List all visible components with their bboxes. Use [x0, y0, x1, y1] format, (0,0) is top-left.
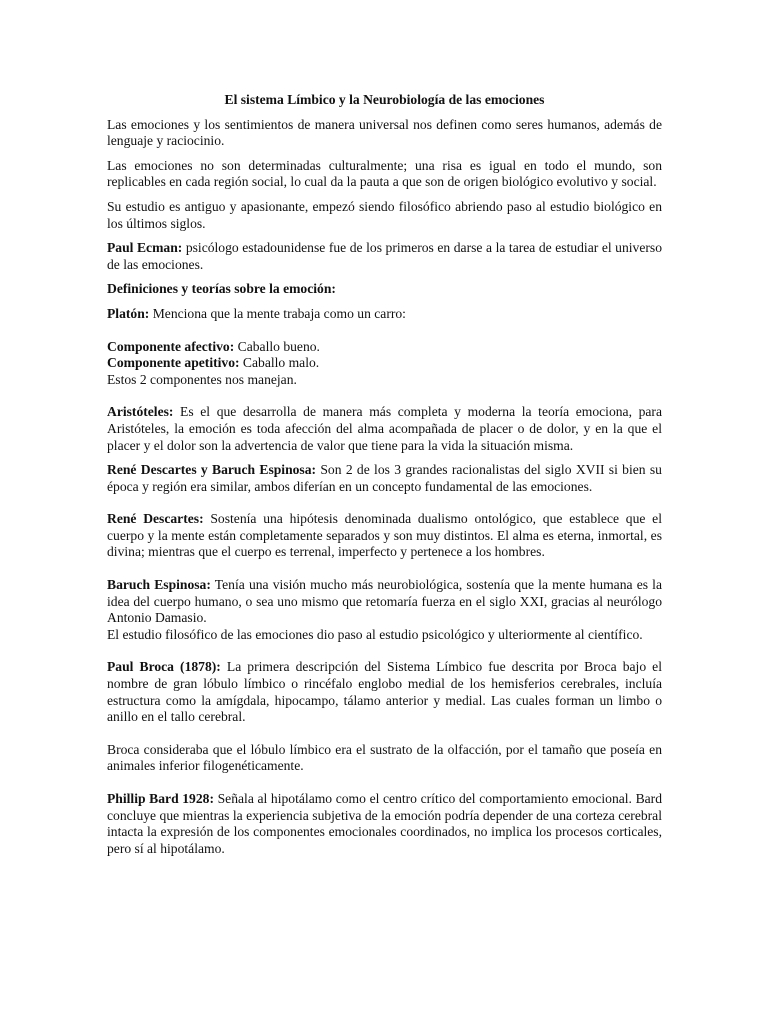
- paragraph-bard: [107, 791, 662, 857]
- text-platon: Menciona que la mente trabaja como un carro:: [149, 305, 406, 321]
- text-broca: La primera descripción del Sistema Límbico fue descrita por Broca bajo el nombre de gran lóbulo límbico o rincéfalo englobo medial de los hemisferios cerebrales, incluía estructura como la amígdala, hipocampo, tálamo anterior y medial. Las cuales forman un limbo o anillo en el tallo cerebral.: [107, 659, 662, 725]
- text-afectivo: Caballo bueno.: [234, 338, 320, 354]
- label-platon: Platón:: [107, 305, 150, 321]
- text-bard: Señala al hipotálamo como el centro crítico del comportamiento emocional. Bard concluye que mientras la experiencia subjetiva de la emoción podría depender de una corteza cerebral intacta la expresión de los componentes emocionales coordinados, no implica los procesos corticales, pero sí al hipotálamo.: [107, 791, 663, 856]
- paragraph-broca: [107, 659, 662, 725]
- label-espinosa: Baruch Espinosa:: [107, 577, 211, 593]
- paragraph-intro: Las emociones y los sentimientos de manera universal nos definen como seres humanos, además de lenguaje y raciocinio.: [107, 116, 662, 149]
- paragraph-study: Su estudio es antiguo y apasionante, empezó siendo filosófico abriendo paso al estudio biológico en los últimos siglos.: [107, 198, 662, 231]
- text-espinosa: Tenía una visión mucho más neurobiológica, sostenía que la mente humana es la idea del cuerpo humano, o sea uno mismo que retomaría fuerza en el siglo XXI, gracias al neurólogo Antonio Damasio.: [107, 577, 662, 626]
- paragraph-espinosa: [107, 577, 662, 627]
- label-afectivo: Componente afectivo:: [107, 338, 235, 354]
- paragraph-ecman: [107, 240, 662, 273]
- line-componentes: Estos 2 componentes nos manejan.: [107, 371, 297, 387]
- line-apetitivo: [107, 355, 662, 372]
- label-descartes-espinosa: René Descartes y Baruch Espinosa:: [107, 462, 317, 478]
- heading-definiciones: Definiciones y teorías sobre la emoción:: [107, 281, 336, 297]
- label-aristoteles: Aristóteles:: [107, 404, 174, 420]
- paragraph-descartes: [107, 511, 662, 561]
- label-descartes: René Descartes:: [107, 511, 204, 527]
- label-broca: Paul Broca (1878):: [107, 659, 221, 675]
- text-apetitivo: Caballo malo.: [239, 355, 320, 371]
- text-descartes-espinosa: Son 2 de los 3 grandes racionalistas del siglo XVII si bien su época y región era similar, ambos diferían en un concepto fundamental de las emociones.: [107, 462, 662, 494]
- paragraph-descartes-espinosa: [107, 462, 662, 495]
- paragraph-culture: Las emociones no son determinadas culturalmente; una risa es igual en todo el mundo, son replicables en cada región social, lo cual da la pauta a que son de origen biológico evolutivo y social.: [107, 157, 662, 190]
- document-title: El sistema Límbico y la Neurobiología de las emociones: [224, 92, 545, 107]
- paragraph-platon: [107, 306, 662, 323]
- line-afectivo: [107, 339, 662, 356]
- paragraph-aristoteles: [107, 404, 662, 454]
- label-bard: Phillip Bard 1928:: [107, 791, 214, 806]
- label-ecman: Paul Ecman:: [107, 240, 183, 256]
- text-descartes: Sostenía una hipótesis denominada dualismo ontológico, que establece que el cuerpo y la mente están completamente separados y son muy distintos. El alma es eterna, inmortal, es divina; mientras que el cuerpo es terrenal, imperfecto y pertenece a los hombres.: [107, 511, 662, 560]
- text-ecman: psicólogo estadounidense fue de los primeros en darse a la tarea de estudiar el universo de las emociones.: [107, 240, 662, 272]
- paragraph-broca-olfaccion: Broca consideraba que el lóbulo límbico era el sustrato de la olfacción, por el tamaño que poseía en animales inferior filogenéticamente.: [107, 741, 662, 774]
- paragraph-estudio-filosofico: El estudio filosófico de las emociones dio paso al estudio psicológico y ulteriormente al científico.: [107, 626, 643, 642]
- label-apetitivo: Componente apetitivo:: [107, 355, 240, 371]
- text-aristoteles: Es el que desarrolla de manera más completa y moderna la teoría emociona, para Aristóteles, la emoción es toda afección del alma acompañada de placer o de dolor, y en la que el placer y el dolor son la advertencia de valor que tiene para la vida la situación misma.: [107, 404, 662, 453]
